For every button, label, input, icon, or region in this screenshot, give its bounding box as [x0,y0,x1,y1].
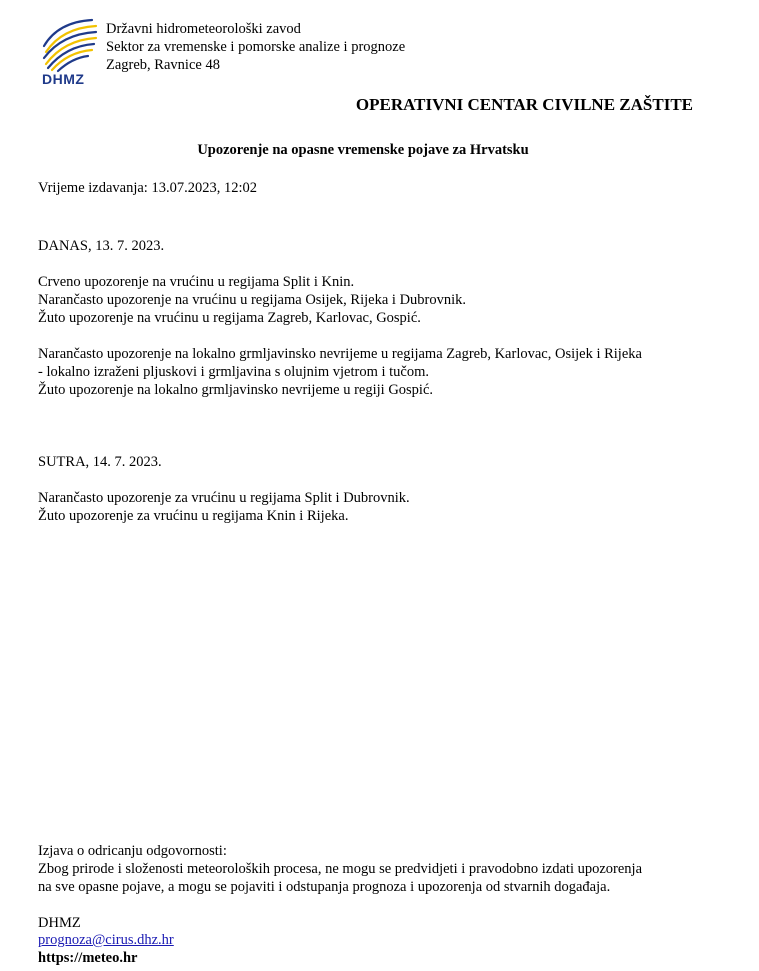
org-address: Zagreb, Ravnice 48 [106,57,220,73]
footer-org: DHMZ [38,915,81,931]
today-heat-warning-yellow: Žuto upozorenje na vrućinu u regijama Zagreb, Karlovac, Gospić. [38,310,421,326]
today-storm-warning-detail: - lokalno izraženi pljuskovi i grmljavina s olujnim vjetrom i tučom. [38,364,430,380]
org-name: Državni hidrometeorološki zavod [106,21,301,37]
email-link[interactable]: prognoza@cirus.dhz.hr [38,932,174,948]
today-storm-warning-orange: Narančasto upozorenje na lokalno grmljavinsko nevrijeme u regijama Zagreb, Karlovac, Osijek i Rijeka [38,346,642,362]
today-storm-warning-yellow: Žuto upozorenje na lokalno grmljavinsko nevrijeme u regiji Gospić. [38,382,434,398]
recipient-title: OPERATIVNI CENTAR CIVILNE ZAŠTITE [355,95,693,114]
document-title: Upozorenje na opasne vremenske pojave za Hrvatsku [197,142,529,158]
disclaimer-line-1: Zbog prirode i složenosti meteoroloških procesa, ne mogu se predvidjeti i pravodobno izdati upozorenja [38,861,643,877]
website-text: https://meteo.hr [38,950,138,966]
tomorrow-heading: SUTRA, 14. 7. 2023. [38,454,162,470]
today-heading: DANAS, 13. 7. 2023. [38,238,165,254]
disclaimer-heading: Izjava o odricanju odgovornosti: [38,843,227,859]
today-heat-warning-orange: Narančasto upozorenje na vrućinu u regijama Osijek, Rijeka i Dubrovnik. [38,292,467,308]
dhmz-logo [38,16,100,86]
today-heat-warning-red: Crveno upozorenje na vrućinu u regijama Split i Knin. [38,274,355,290]
org-sector: Sektor za vremenske i pomorske analize i prognoze [106,39,406,55]
issue-time: Vrijeme izdavanja: 13.07.2023, 12:02 [38,180,257,196]
tomorrow-heat-warning-yellow: Žuto upozorenje za vrućinu u regijama Knin i Rijeka. [38,508,349,524]
tomorrow-heat-warning-orange: Narančasto upozorenje za vrućinu u regijama Split i Dubrovnik. [38,490,410,506]
logo-text: DHMZ [42,71,85,87]
disclaimer-line-2: na sve opasne pojave, a mogu se pojaviti i odstupanja prognoza i upozorenja od stvarnih događaja. [38,879,611,895]
